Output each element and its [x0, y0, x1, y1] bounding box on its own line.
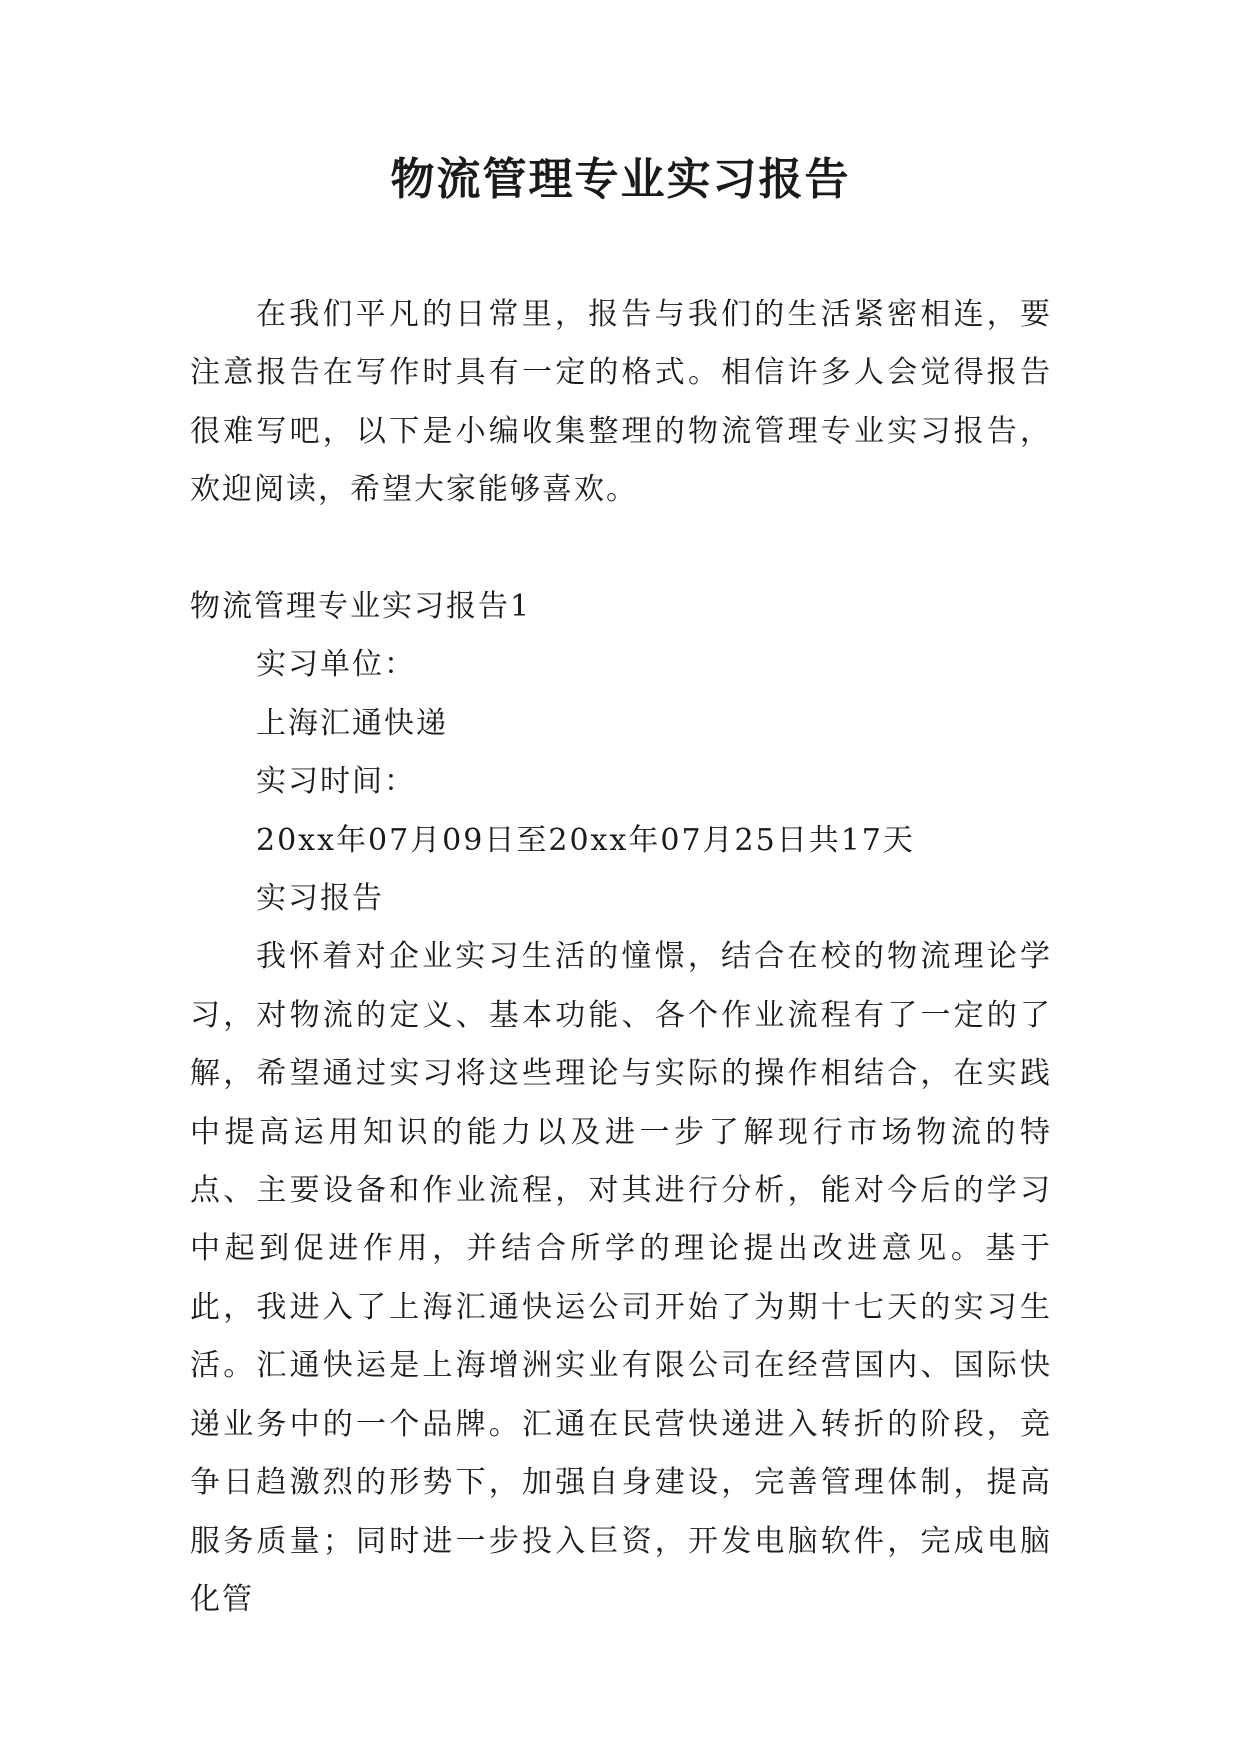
field-internship-unit-label: 实习单位：	[256, 647, 416, 683]
field-report-label: 实习报告	[256, 881, 384, 917]
intro-paragraph: 在我们平凡的日常里，报告与我们的生活紧密相连，要注意报告在写作时具有一定的格式。相信许多人会觉得报告很难写吧，以下是小编收集整理的物流管理专业实习报告，欢迎阅读，希望大家能够喜欢。	[190, 297, 1052, 508]
section-heading: 物流管理专业实习报告1	[190, 589, 532, 625]
field-internship-unit-value: 上海汇通快递	[256, 705, 448, 741]
main-paragraph: 我怀着对企业实习生活的憧憬，结合在校的物流理论学习，对物流的定义、基本功能、各个作业流程有了一定的了解，希望通过实习将这些理论与实际的操作相结合，在实践中提高运用知识的能力以及进一步了解现行市场物流的特点、主要设备和作业流程，对其进行分析，能对今后的学习中起到促进作用，并结合所学的理论提出改进意见。基于此，我进入了上海汇通快运公司开始了为期十七天的实习生活。汇通快运是上海增洲实业有限公司在经营国内、国际快递业务中的一个品牌。汇通在民营快递进入转折的阶段，竞争日趋激烈的形势下，加强自身建设，完善管理体制，提高服务质量；同时进一步投入巨资，开发电脑软件，完成电脑化管	[190, 939, 1052, 1617]
document-title: 物流管理专业实习报告	[390, 154, 851, 205]
field-internship-time-label: 实习时间：	[256, 764, 416, 800]
document-body	[190, 286, 1052, 1629]
paragraph-gap	[190, 520, 1052, 578]
field-internship-time-value: 20xx年07月09日至20xx年07月25日共17天	[256, 822, 915, 858]
